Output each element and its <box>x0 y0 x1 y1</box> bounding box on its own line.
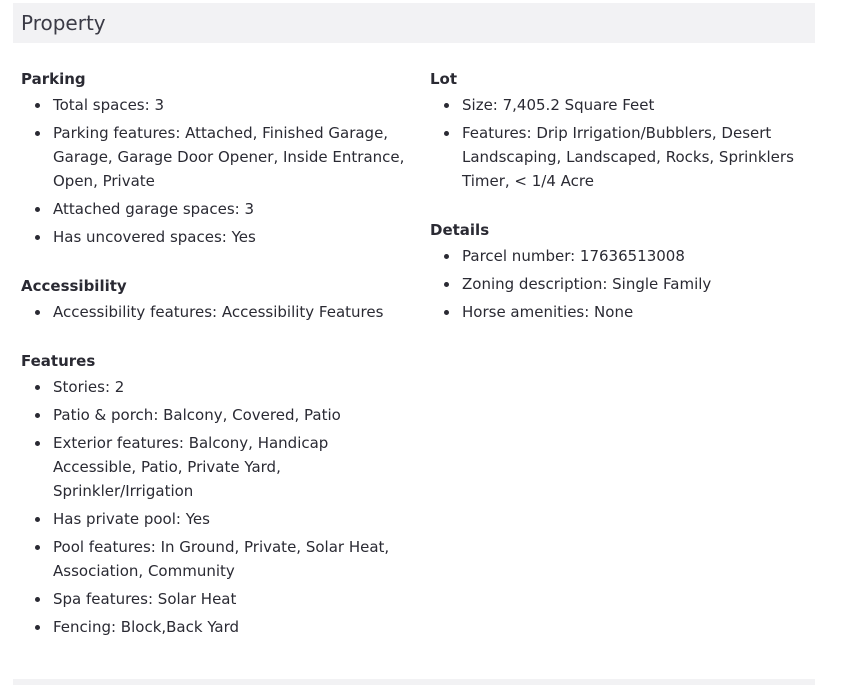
bullet-icon <box>35 441 40 446</box>
list-item <box>430 244 810 268</box>
group-features <box>21 350 406 639</box>
list-item <box>21 587 406 611</box>
list-item <box>21 225 406 249</box>
list-item <box>21 300 406 324</box>
list-item <box>21 535 406 583</box>
list-item <box>430 93 810 117</box>
bullet-icon <box>35 103 40 108</box>
fact-text: Has uncovered spaces: Yes <box>53 228 256 246</box>
bullet-icon <box>35 517 40 522</box>
fact-list <box>21 93 406 249</box>
right-column <box>430 68 810 350</box>
group-title: Parking <box>21 70 86 88</box>
fact-list <box>21 300 406 324</box>
section-title: Property <box>21 11 106 35</box>
list-item <box>21 507 406 531</box>
group-lot <box>430 68 810 193</box>
fact-text: Parcel number: 17636513008 <box>462 247 685 265</box>
bullet-icon <box>35 625 40 630</box>
list-item <box>21 375 406 399</box>
list-item <box>430 300 810 324</box>
group-parking <box>21 68 406 249</box>
fact-text: Fencing: Block,Back Yard <box>53 618 240 636</box>
bullet-icon <box>444 310 449 315</box>
fact-text: Stories: 2 <box>53 378 125 396</box>
bullet-icon <box>35 235 40 240</box>
fact-list <box>21 375 406 639</box>
list-item <box>21 197 406 221</box>
fact-text: Spa features: Solar Heat <box>53 590 237 608</box>
bullet-icon <box>35 545 40 550</box>
bullet-icon <box>444 103 449 108</box>
group-title: Features <box>21 352 96 370</box>
section-header <box>13 3 815 43</box>
fact-text: Patio & porch: Balcony, Covered, Patio <box>53 406 341 424</box>
fact-text: Exterior features: Balcony, Handicap Accessible, Patio, Private Yard, Sprinkler/Irrigation <box>53 434 329 500</box>
group-title: Lot <box>430 70 458 88</box>
list-item <box>21 93 406 117</box>
bullet-icon <box>444 254 449 259</box>
fact-text: Horse amenities: None <box>462 303 634 321</box>
fact-text: Attached garage spaces: 3 <box>53 200 254 218</box>
fact-text: Zoning description: Single Family <box>462 275 712 293</box>
fact-text: Accessibility features: Accessibility Features <box>53 303 384 321</box>
fact-text: Parking features: Attached, Finished Garage, Garage, Garage Door Opener, Inside Entrance, Open, Private <box>53 124 405 190</box>
bullet-icon <box>35 597 40 602</box>
fact-text: Has private pool: Yes <box>53 510 210 528</box>
bullet-icon <box>35 131 40 136</box>
list-item <box>430 121 810 193</box>
group-title: Details <box>430 221 490 239</box>
list-item <box>21 615 406 639</box>
fact-text: Features: Drip Irrigation/Bubblers, Desert Landscaping, Landscaped, Rocks, Sprinklers Timer, < 1/4 Acre <box>462 124 794 190</box>
list-item <box>430 272 810 296</box>
bullet-icon <box>35 207 40 212</box>
list-item <box>21 431 406 503</box>
bullet-icon <box>35 310 40 315</box>
next-section-header <box>13 679 815 685</box>
list-item <box>21 403 406 427</box>
bullet-icon <box>35 385 40 390</box>
fact-text: Size: 7,405.2 Square Feet <box>462 96 655 114</box>
fact-list <box>430 93 810 193</box>
list-item <box>21 121 406 193</box>
left-column <box>21 68 406 665</box>
bullet-icon <box>444 282 449 287</box>
bullet-icon <box>444 131 449 136</box>
fact-list <box>430 244 810 324</box>
group-accessibility <box>21 275 406 324</box>
fact-text: Total spaces: 3 <box>53 96 164 114</box>
bullet-icon <box>35 413 40 418</box>
group-details <box>430 219 810 324</box>
group-title: Accessibility <box>21 277 127 295</box>
fact-text: Pool features: In Ground, Private, Solar Heat, Association, Community <box>53 538 390 580</box>
